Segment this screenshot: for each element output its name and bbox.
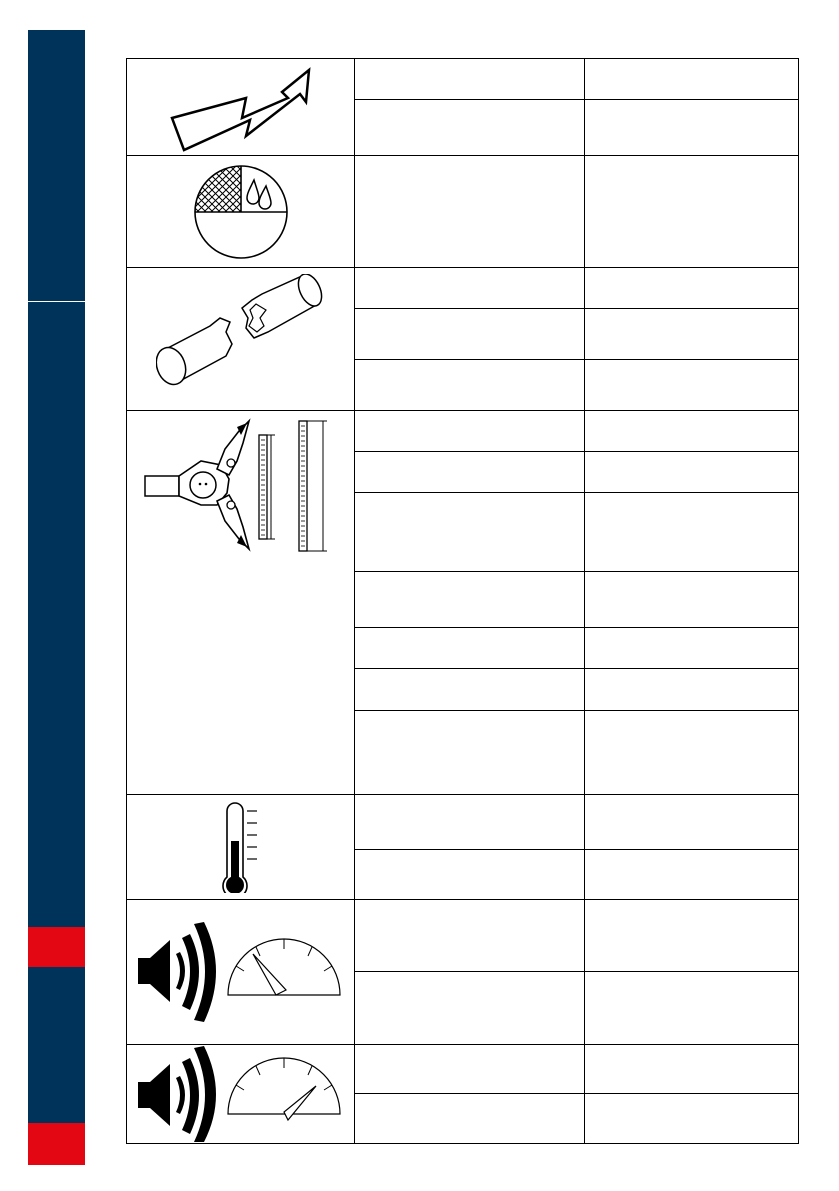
- table-cell: [585, 411, 799, 452]
- icon-cell-humidity: [127, 156, 355, 268]
- table-cell: [355, 309, 585, 360]
- table-cell: [355, 572, 585, 628]
- sound-level-low-icon: [136, 1046, 346, 1142]
- impact-arrow-icon: [166, 62, 316, 152]
- table-row: [127, 795, 799, 850]
- thermometer-icon: [211, 801, 271, 893]
- table-row: [127, 268, 799, 309]
- table-cell: [355, 795, 585, 850]
- table-cell: [585, 156, 799, 268]
- icon-cell-sound-high: [127, 900, 355, 1045]
- table-cell: [585, 59, 799, 100]
- icon-cell-caliper: [127, 411, 355, 795]
- table-cell: [355, 268, 585, 309]
- table-cell: [585, 850, 799, 900]
- table-cell: [585, 572, 799, 628]
- table-cell: [585, 100, 799, 156]
- humidity-dust-icon: [191, 162, 291, 262]
- table-row: [127, 59, 799, 100]
- table-cell: [355, 628, 585, 669]
- table-cell: [585, 795, 799, 850]
- table-cell: [355, 850, 585, 900]
- table-cell: [585, 628, 799, 669]
- table-row: [127, 900, 799, 972]
- table-cell: [355, 972, 585, 1045]
- table-cell: [355, 900, 585, 972]
- icon-cell-fracture: [127, 268, 355, 411]
- sound-level-high-icon: [136, 922, 346, 1022]
- table-cell: [355, 1094, 585, 1144]
- table-cell: [355, 711, 585, 795]
- table-cell: [355, 156, 585, 268]
- table-cell: [355, 411, 585, 452]
- table-cell: [585, 711, 799, 795]
- table-cell: [585, 452, 799, 493]
- table-cell: [585, 309, 799, 360]
- caliper-measurement-icon: [131, 413, 351, 563]
- side-bar-blue-bottom: [28, 967, 85, 1123]
- side-bar-divider: [28, 301, 85, 302]
- table-row: [127, 1045, 799, 1094]
- side-bar-blue-top: [28, 30, 85, 927]
- table-cell: [585, 669, 799, 711]
- spec-table: [126, 58, 799, 1144]
- side-color-bar: [28, 30, 85, 1165]
- table-cell: [355, 1045, 585, 1094]
- table-cell: [355, 59, 585, 100]
- icon-cell-impact: [127, 59, 355, 156]
- table-cell: [355, 493, 585, 572]
- table-cell: [585, 268, 799, 309]
- table-row: [127, 411, 799, 452]
- table-cell: [355, 100, 585, 156]
- table-row: [127, 156, 799, 268]
- side-bar-red-2: [28, 1123, 85, 1165]
- icon-cell-temperature: [127, 795, 355, 900]
- table-cell: [585, 1094, 799, 1144]
- icon-cell-sound-low: [127, 1045, 355, 1144]
- table-cell: [585, 972, 799, 1045]
- side-bar-red-1: [28, 927, 85, 967]
- table-cell: [585, 360, 799, 411]
- table-cell: [585, 1045, 799, 1094]
- table-cell: [355, 360, 585, 411]
- table-cell: [355, 452, 585, 493]
- broken-bar-icon: [156, 274, 326, 404]
- table-cell: [585, 493, 799, 572]
- table-cell: [355, 669, 585, 711]
- table-cell: [585, 900, 799, 972]
